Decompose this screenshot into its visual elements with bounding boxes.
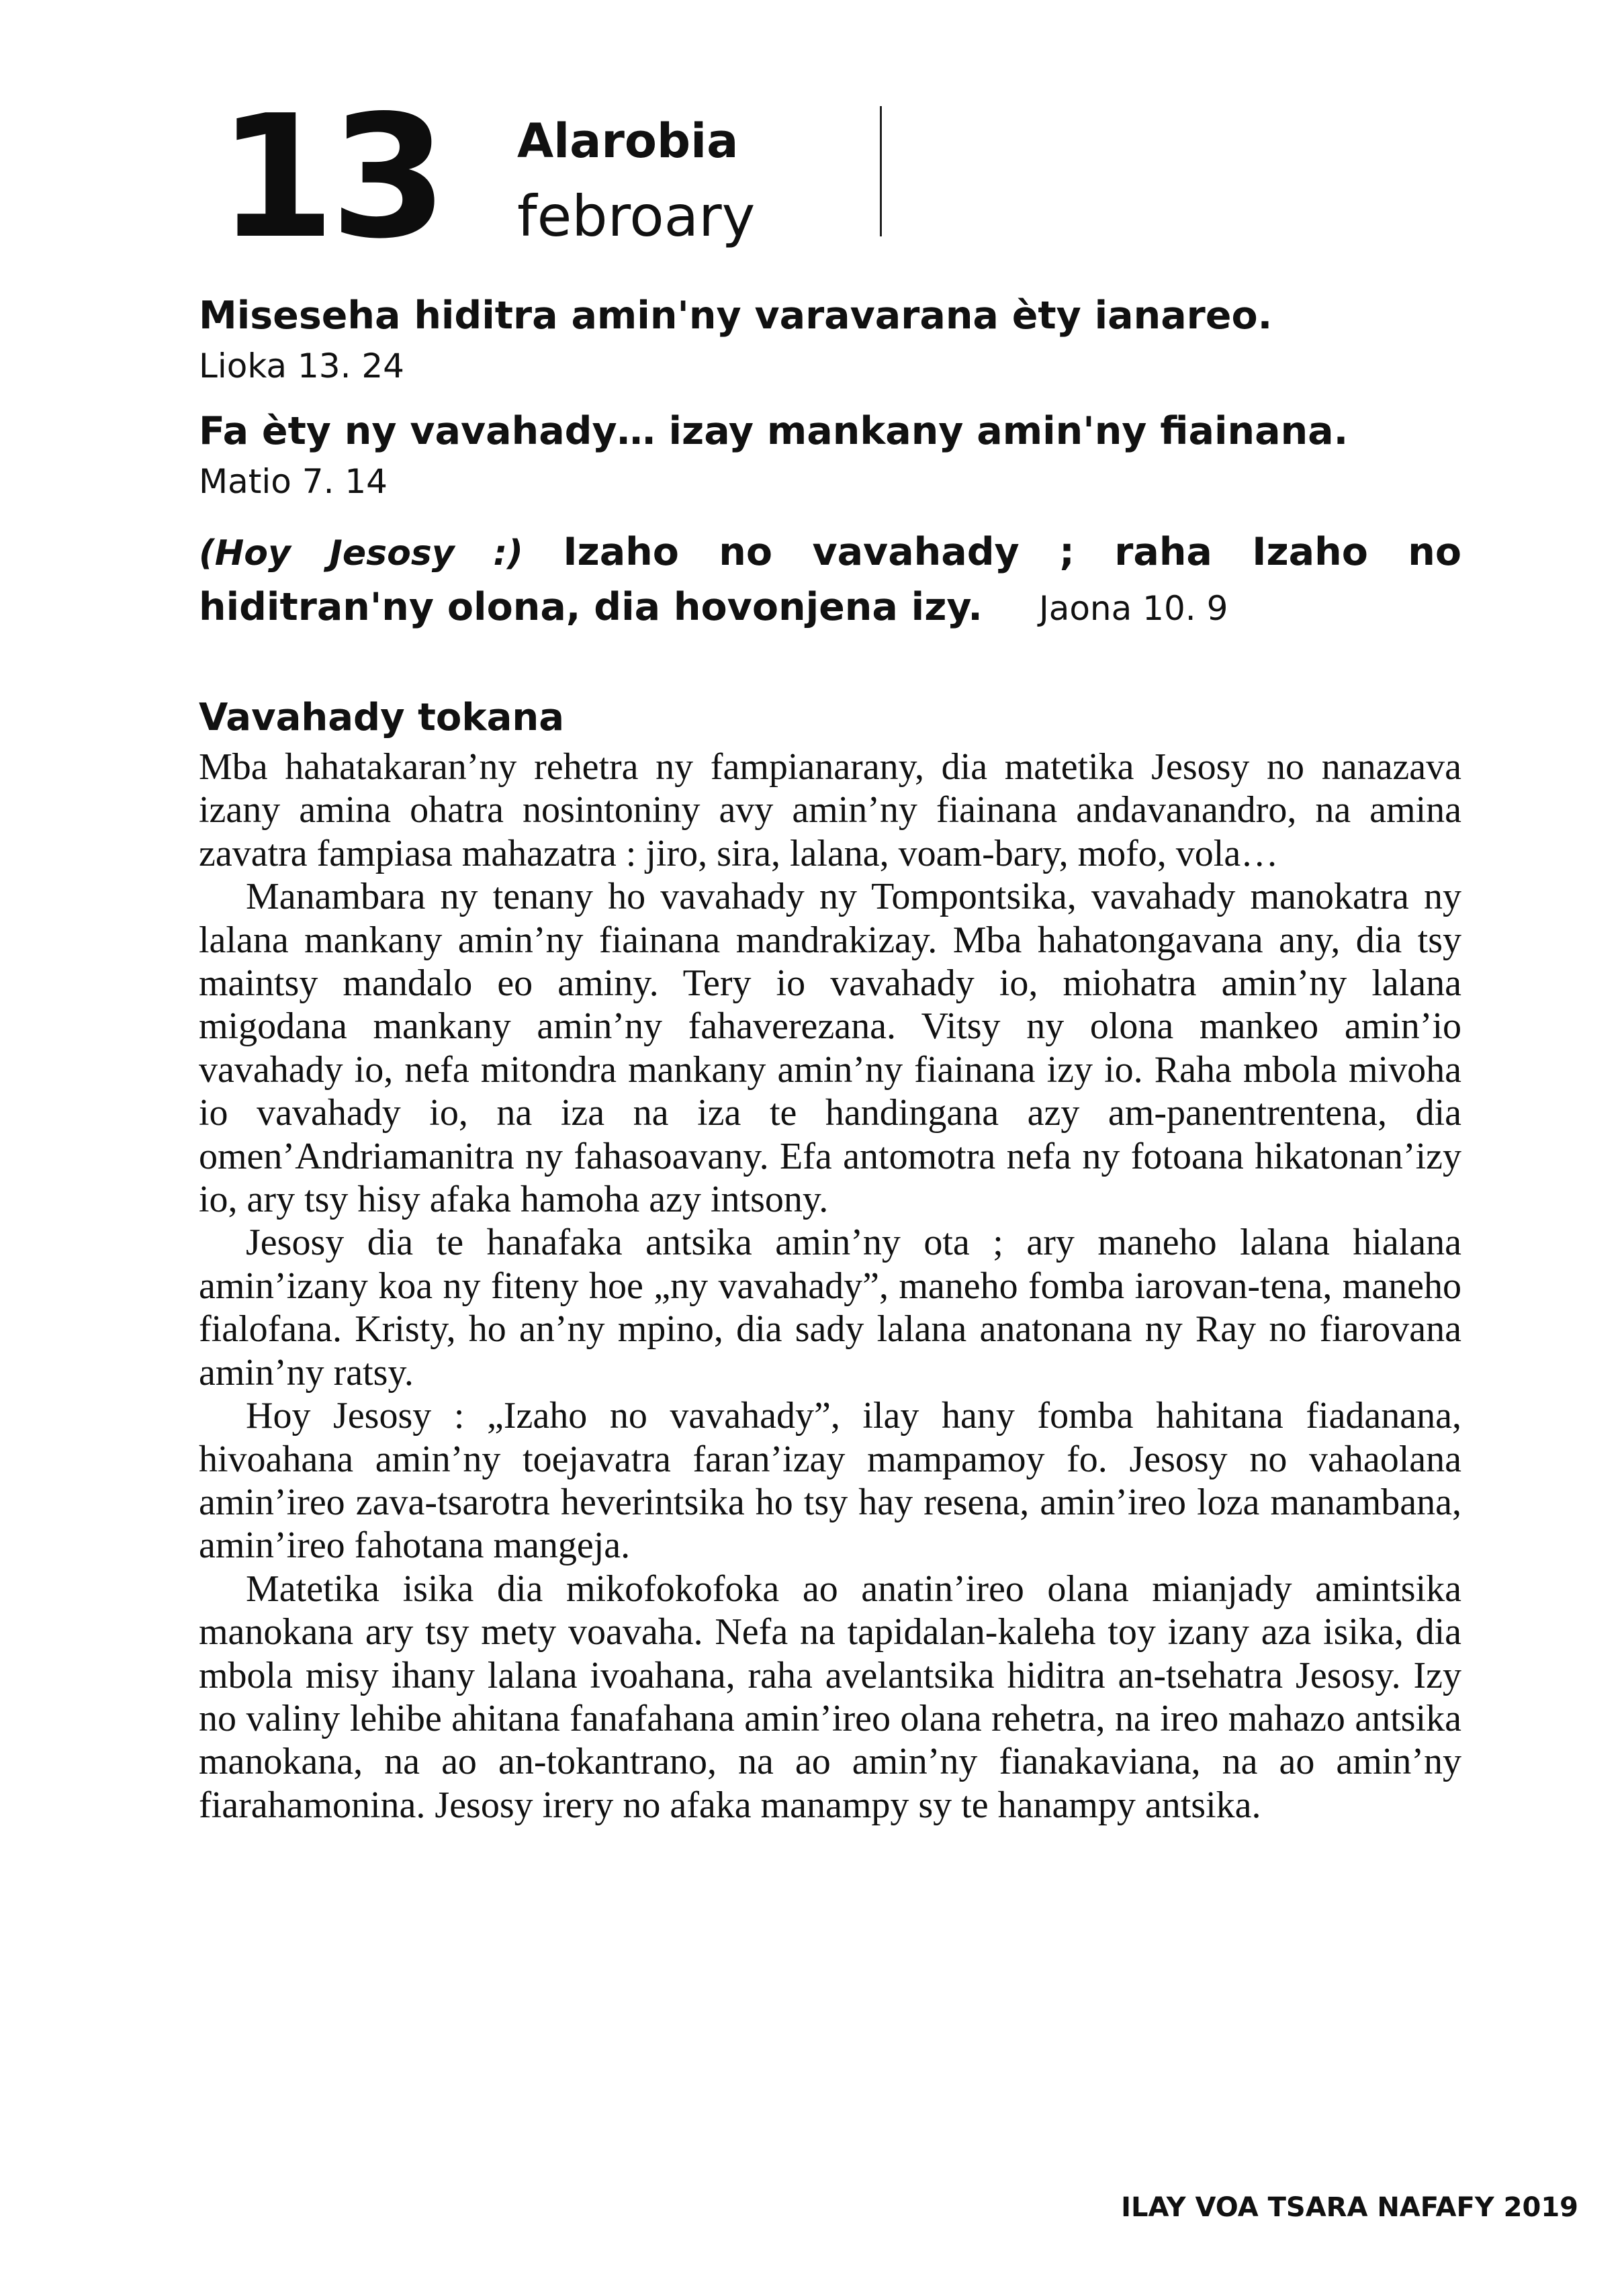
meditation-paragraph: Mba hahatakaran’ny rehetra ny fampianarany, dia matetika Jesosy no nanazava izany amina ohatra nosintoniny avy amin’ny fiainana andavanandro, na amina zavatra fampiasa mahazatra : jiro, sira, lalana, voam-bary, mofo, vola… [199, 746, 1461, 874]
verse-2 [199, 404, 1461, 505]
meditation-paragraph: Manambara ny tenany ho vavahady ny Tompontsika, vavahady manokatra ny lalana mankany amin’ny fiainana mandrakizay. Mba hahatongavana any, dia tsy maintsy mandalo eo aminy. Tery io vavahady io, miohatra amin’ny lalana migodana mankany amin’ny fahaverezana. Vitsy ny olona mankeo amin’io vavahady io, nefa mitondra mankany amin’ny fiainana izy io. Raha mbola mivoha io vavahady io, na iza na iza te handingana azy am-panentrentena, dia omen’Andriamanitra ny fahasoavany. Efa antomotra nefa ny fotoana hikatonan’izy io, ary tsy hisy afaka hamoha azy intsony. [199, 876, 1461, 1221]
day-number: 13 [218, 79, 443, 276]
date-header [199, 79, 897, 276]
header-divider [880, 106, 882, 236]
meditation-paragraph: Jesosy dia te hanafaka antsika amin’ny ota ; ary maneho lalana hialana amin’izany koa ny fiteny hoe „ny vavahady”, maneho fomba iarovan-tena, maneho fialofana. Kristy, ho an’ny mpino, dia sady lalana anatonana ny Ray no fiarovana amin’ny ratsy. [199, 1222, 1461, 1394]
verse-reference: Jaona 10. 9 [1038, 589, 1228, 628]
meditation [199, 692, 1461, 1827]
verse-reference: Matio 7. 14 [199, 462, 388, 501]
daily-verses [199, 289, 1461, 635]
verse-body: Izaho no vavahady ; raha Izaho no hiditran'ny olona, dia hovonjena izy. [199, 530, 1461, 629]
publication-footer: ILAY VOA TSARA NAFAFY 2019 [1121, 2192, 1578, 2223]
meditation-title: Vavahady tokana [199, 696, 565, 739]
meditation-paragraph: Matetika isika dia mikofokofoka ao anatin’ireo olana mianjady amintsika manokana ary tsy mety voavaha. Nefa na tapidalan-kaleha toy izany aza isika, dia mbola misy ihany lalana ivoahana, raha avelantsika hiditra an-tsehatra Jesosy. Izy no valiny lehibe ahitana fanafahana amin’ireo olana rehetra, na ireo mahazo antsika manokana, na ao an-tokantrano, na ao amin’ny fianakaviana, na ao amin’ny fiarahamonina. Jesosy irery no afaka manampy sy te hanampy antsika. [199, 1567, 1461, 1826]
month: febroary [517, 183, 756, 249]
verse-text: Fa èty ny vavahady… izay mankany amin'ny fiainana. [199, 409, 1349, 453]
meditation-paragraph: Hoy Jesosy : „Izaho no vavahady”, ilay hany fomba hahitana fiadanana, hivoahana amin’ny toejavatra faran’izay mampamoy fo. Jesosy no vahaolana amin’ireo zava-tsarotra heverintsika ho tsy hay resena, amin’ireo loza manambana, amin’ireo fahotana mangeja. [199, 1395, 1461, 1567]
weekday: Alarobia [517, 113, 739, 169]
verse-3 [199, 525, 1461, 635]
verse-text [199, 525, 1461, 635]
verse-speaker: (Hoy Jesosy :) [199, 533, 523, 574]
verse-text: Miseseha hiditra amin'ny varavarana èty ianareo. [199, 293, 1273, 338]
verse-1 [199, 289, 1461, 390]
verse-reference: Lioka 13. 24 [199, 347, 404, 385]
